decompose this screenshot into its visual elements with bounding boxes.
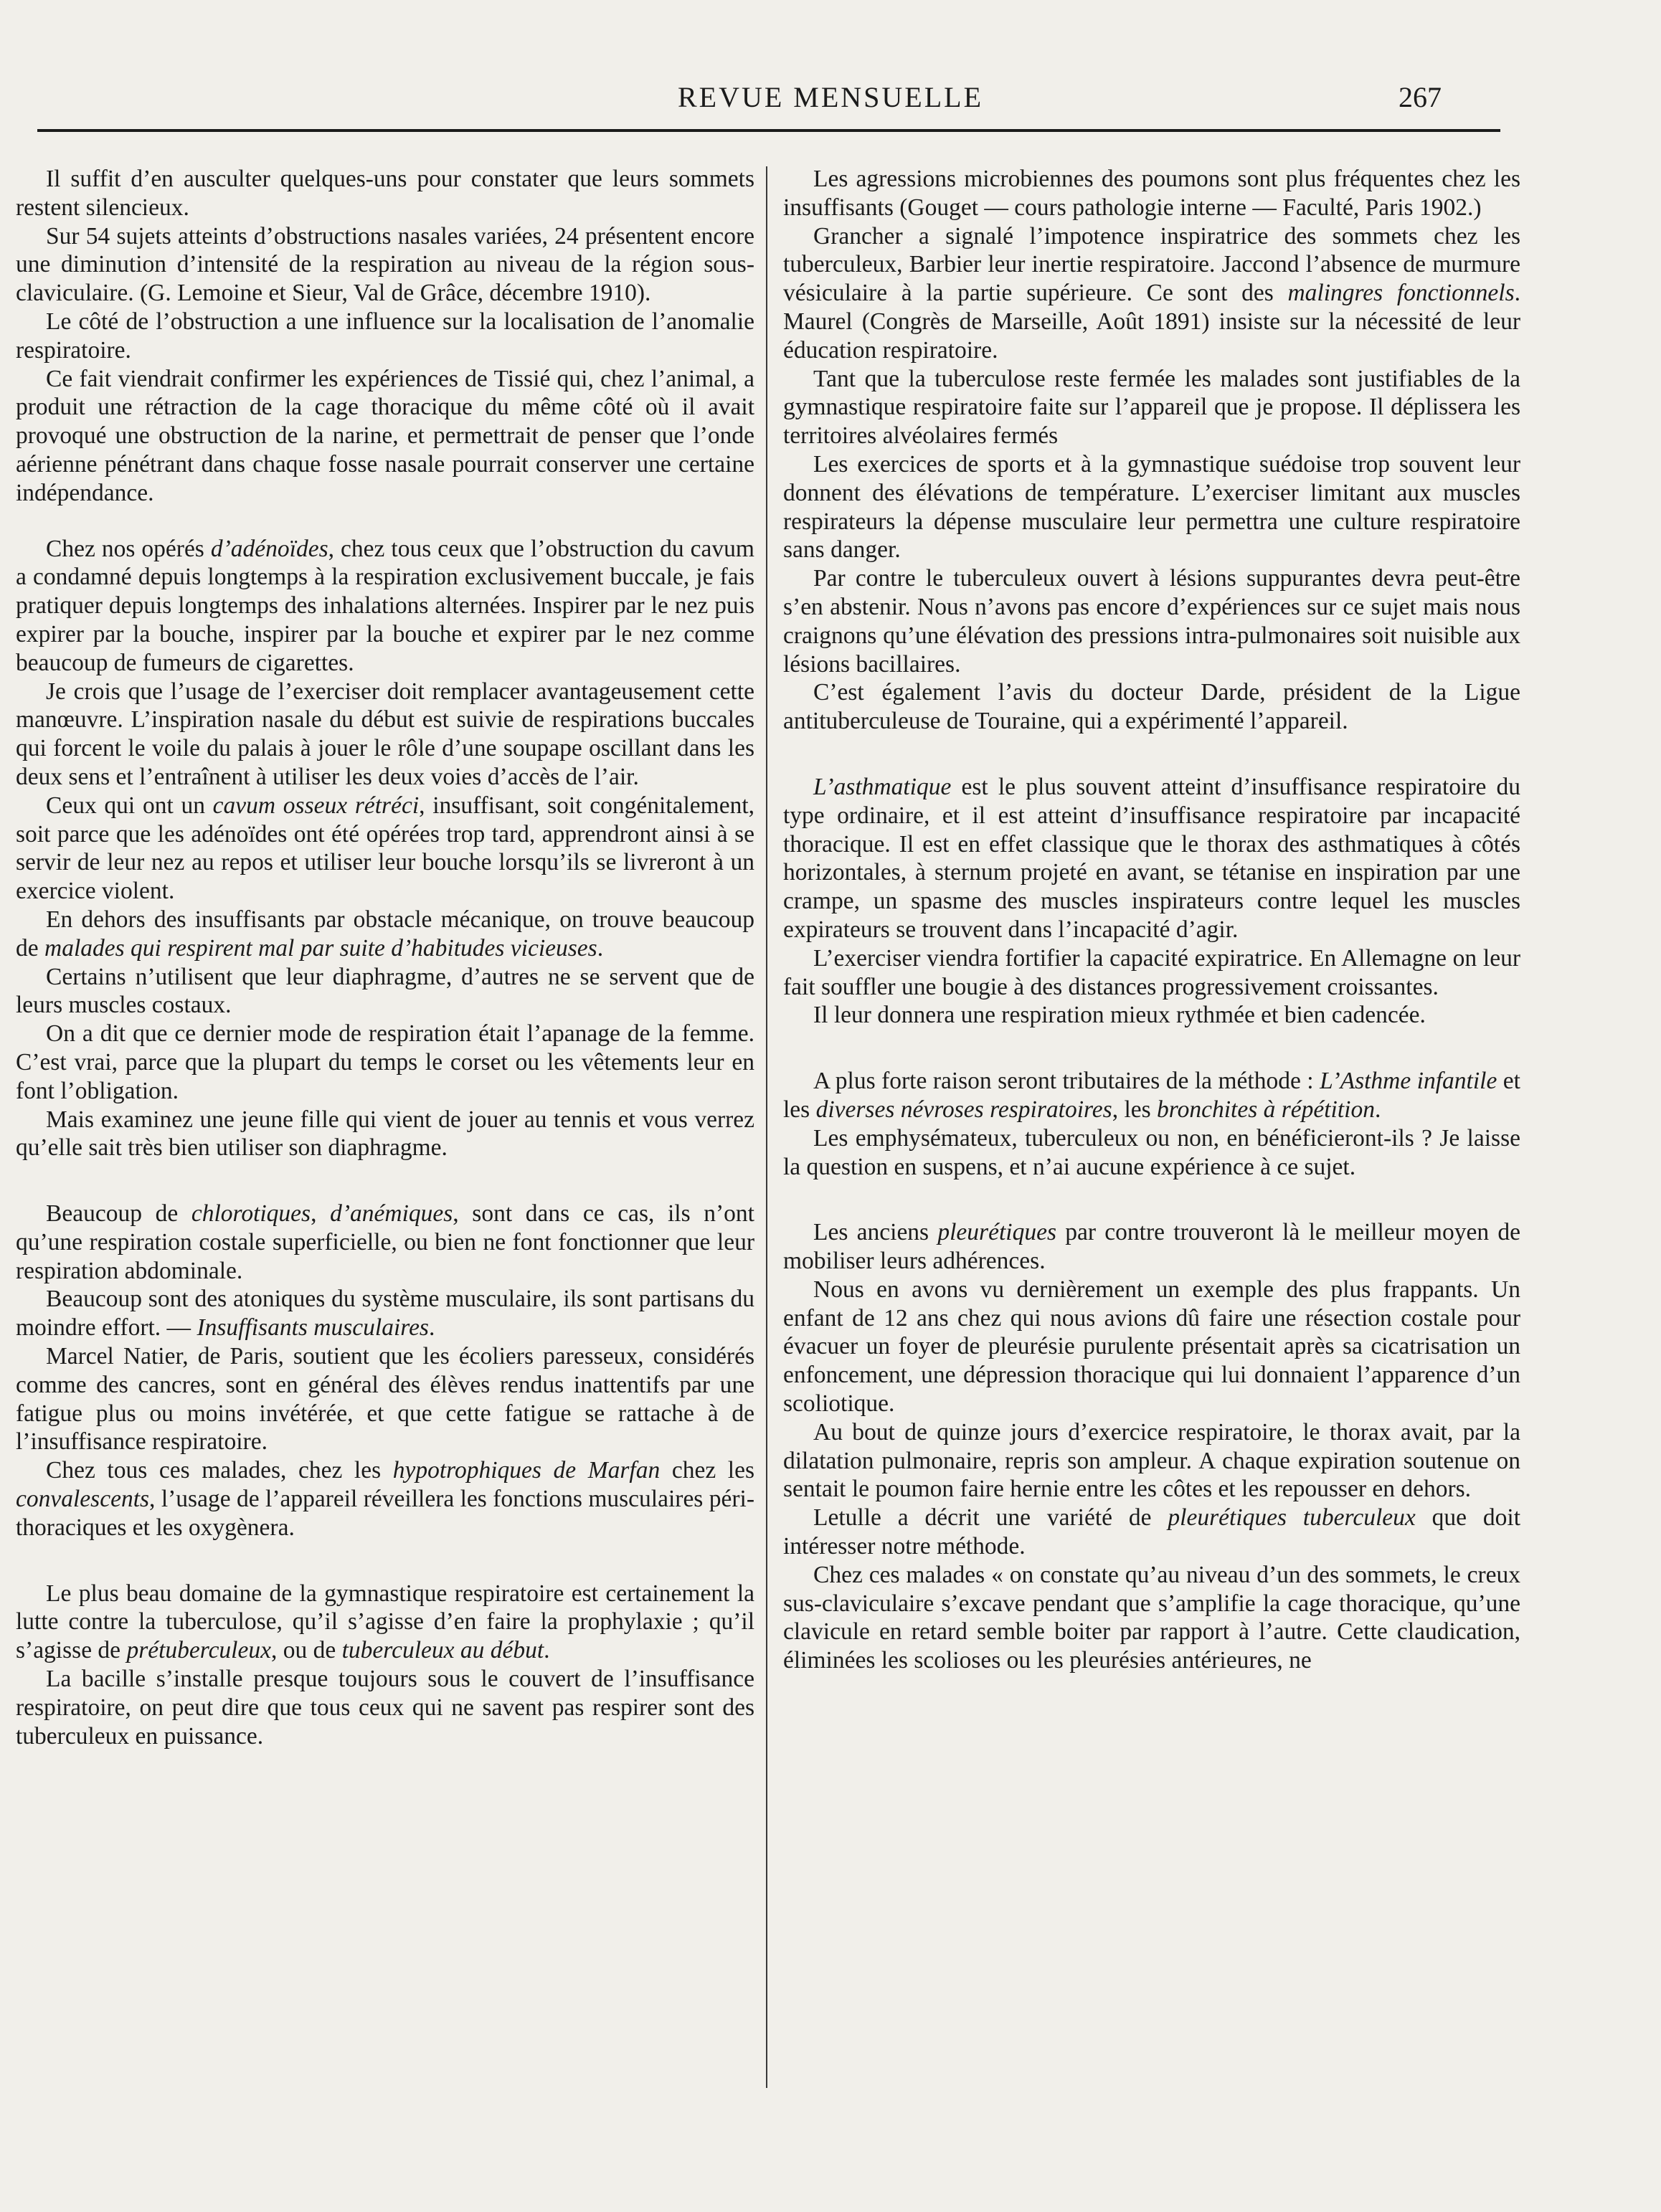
text-run: , insuffisant, soit congénitalement, soit parce que les adénoïdes ont été opérées trop tard, apprendront ainsi à se servir de leur nez au repos et utiliser leur bouche lorsqu’ils se livreront à un exercice violent. bbox=[16, 792, 754, 905]
italic-text: malades qui respirent mal par suite d’habitudes vicieuses bbox=[44, 934, 597, 962]
paragraph bbox=[783, 944, 1520, 1002]
italic-text: d’adénoïdes bbox=[210, 535, 328, 562]
text-run: chez les bbox=[660, 1457, 754, 1484]
paragraph bbox=[783, 773, 1520, 944]
paragraph bbox=[783, 1276, 1520, 1418]
text-run: L’exerciser viendra fortifier la capacité expiratrice. En Allemagne on leur fait souffler une bougie à des distances progressivement croissantes. bbox=[783, 944, 1520, 1000]
paragraph bbox=[16, 1020, 754, 1105]
text-run: par contre trouveront là le meilleur moyen de mobiliser leurs adhérences. bbox=[783, 1219, 1520, 1275]
italic-text: malingres fonctionnels bbox=[1287, 280, 1515, 307]
paragraph bbox=[16, 165, 754, 222]
text-run: que doit intéresser notre méthode. bbox=[783, 1504, 1520, 1560]
page-number: 267 bbox=[1399, 81, 1442, 113]
text-run: Les emphysémateux, tuberculeux ou non, en bénéficieront-ils ? Je laisse la question en suspens, et n’ai aucune expérience à ce sujet. bbox=[783, 1124, 1520, 1180]
text-run: Grancher a signalé l’impotence inspiratrice des sommets chez les tuberculeux, Barbier leur inertie respiratoire. Jaccond l’absence de murmure vésiculaire à la partie supérieure. Ce sont des bbox=[783, 222, 1520, 307]
italic-text: prétuberculeux bbox=[126, 1637, 271, 1664]
text-run: , ou de bbox=[270, 1637, 342, 1664]
italic-text: pleurétiques tuberculeux bbox=[1168, 1504, 1416, 1532]
text-run: Chez tous ces malades, chez les bbox=[46, 1457, 393, 1484]
text-run: et les bbox=[783, 1068, 1520, 1123]
paragraph bbox=[16, 1580, 754, 1665]
paragraph bbox=[783, 365, 1520, 450]
paragraph bbox=[783, 222, 1520, 365]
paragraph bbox=[783, 450, 1520, 564]
paragraph bbox=[16, 1200, 754, 1285]
paragraph bbox=[16, 1342, 754, 1456]
italic-text: cavum osseux rétréci bbox=[212, 792, 420, 819]
paragraph bbox=[16, 963, 754, 1020]
text-run: Les exercices de sports et à la gymnastique suédoise trop souvent leur donnent des élévations de température. L’exerciser limitant aux muscles respirateurs la dépense musculaire leur permettra une culture respiratoire sans danger. bbox=[783, 450, 1520, 564]
text-run: Marcel Natier, de Paris, soutient que les écoliers paresseux, considérés comme des cancres, sont en général des élèves rendus inattentifs par une fatigue plus ou moins invétérée, et que cette fatigue se rattache à de l’insuffisance respiratoire. bbox=[16, 1343, 754, 1456]
column-divider bbox=[766, 166, 767, 2088]
text-run: Beaucoup de bbox=[46, 1200, 191, 1228]
text-run: Nous en avons vu dernièrement un exemple des plus frappants. Un enfant de 12 ans chez qui nous avions dû faire une résection costale pour évacuer un foyer de pleurésie purulente présentait après sa cicatrisation un enfoncement, une dépression thoracique qui lui donnaient l’apparence d’un scoliotique. bbox=[783, 1276, 1520, 1418]
italic-text: convalescents bbox=[16, 1486, 150, 1513]
paragraph bbox=[16, 906, 754, 963]
paragraph bbox=[16, 365, 754, 508]
text-run: . bbox=[1374, 1096, 1381, 1123]
italic-text: pleurétiques bbox=[937, 1219, 1056, 1246]
paragraph bbox=[783, 564, 1520, 678]
right-column bbox=[783, 165, 1520, 2115]
text-run: . bbox=[597, 934, 604, 962]
paragraph bbox=[16, 1456, 754, 1542]
paragraph bbox=[16, 1285, 754, 1342]
italic-text: tuberculeux au début bbox=[341, 1637, 544, 1664]
text-run: . bbox=[544, 1637, 550, 1664]
text-run: Beaucoup sont des atoniques du système musculaire, ils sont partisans du moindre effort. — bbox=[16, 1286, 754, 1342]
text-run: Il leur donnera une respiration mieux rythmée et bien cadencée. bbox=[813, 1002, 1426, 1029]
paragraph bbox=[783, 1067, 1520, 1124]
text-run: Il suffit d’en ausculter quelques-uns pour constater que leurs sommets restent silencieux. bbox=[16, 166, 754, 221]
italic-text: diverses névroses respiratoires bbox=[815, 1096, 1112, 1123]
text-run: Sur 54 sujets atteints d’obstructions nasales variées, 24 présentent encore une diminution d’intensité de la respiration au niveau de la région sous-claviculaire. (G. Lemoine et Sieur, Val de Grâce, décembre 1910). bbox=[16, 222, 754, 307]
text-run: , les bbox=[1112, 1096, 1158, 1123]
paragraph bbox=[16, 535, 754, 678]
text-run: . bbox=[428, 1314, 435, 1342]
paragraph bbox=[16, 678, 754, 792]
text-run: Les anciens bbox=[813, 1219, 938, 1246]
text-run: Au bout de quinze jours d’exercice respiratoire, le thorax avait, par la dilatation pulmonaire, repris son ampleur. A chaque expiration soutenue on sentait le poumon faire hernie entre les côtes et les repousser en dehors. bbox=[783, 1418, 1520, 1503]
header-rule bbox=[37, 129, 1500, 132]
text-run: Letulle a décrit une variété de bbox=[813, 1504, 1168, 1532]
text-run: Ceux qui ont un bbox=[46, 792, 213, 819]
text-run: A plus forte raison seront tributaires de la méthode : bbox=[813, 1068, 1320, 1095]
text-run: , bbox=[311, 1200, 331, 1228]
text-run: On a dit que ce dernier mode de respiration était l’apanage de la femme. C’est vrai, parce que la plupart du temps le corset ou les vêtements leur en font l’obligation. bbox=[16, 1020, 754, 1104]
text-run: est le plus souvent atteint d’insuffisance respiratoire du type ordinaire, et il est atteint d’insuffisance respiratoire par incapacité thoracique. Il est en effet classique que le thorax des asthmatiques à côtés horizontales, à sternum projeté en avant, se tétanise en inspiration par une crampe, un spasme des muscles inspirateurs contre lequel les muscles expirateurs se trouvent dans l’incapacité d’agir. bbox=[783, 773, 1520, 943]
text-run: Mais examinez une jeune fille qui vient de jouer au tennis et vous verrez qu’elle sait très bien utiliser son diaphragme. bbox=[16, 1106, 754, 1162]
text-run: Le plus beau domaine de la gymnastique respiratoire est certainement la lutte contre la tuberculose, qu’il s’agisse d’en faire la prophylaxie ; qu’il s’agisse de bbox=[16, 1580, 754, 1664]
text-run: Les agressions microbiennes des poumons sont plus fréquentes chez les insuffisants (Gouget — cours pathologie interne — Faculté, Paris 1902.) bbox=[783, 166, 1520, 221]
italic-text: hypotrophiques de Marfan bbox=[392, 1457, 661, 1484]
italic-text: L’asthmatique bbox=[813, 773, 952, 800]
text-run: Chez ces malades « on constate qu’au niveau d’un des sommets, le creux sus-claviculaire s’excave pendant que s’amplifie la cage thoracique, qu’une clavicule en retard semble boiter par rapport à l’autre. Cette claudication, éliminées les scolioses ou les pleurésies antérieures, ne bbox=[783, 1561, 1520, 1674]
paragraph bbox=[16, 1665, 754, 1750]
text-run: En dehors des insuffisants par obstacle mécanique, on trouve beaucoup de bbox=[16, 906, 754, 962]
text-run: C’est également l’avis du docteur Darde, président de la Ligue antituberculeuse de Touraine, qui a expérimenté l’appareil. bbox=[783, 679, 1520, 735]
text-run: . Maurel (Congrès de Marseille, Août 1891) insiste sur la nécessité de leur éducation respiratoire. bbox=[783, 280, 1520, 364]
paragraph bbox=[783, 1504, 1520, 1561]
italic-text: L’Asthme infantile bbox=[1320, 1068, 1497, 1095]
page-header bbox=[0, 72, 1661, 129]
italic-text: Insuffisants musculaires bbox=[197, 1314, 429, 1342]
paragraph bbox=[783, 1124, 1520, 1182]
paragraph bbox=[783, 678, 1520, 736]
left-column bbox=[16, 165, 754, 2115]
paragraph bbox=[783, 165, 1520, 222]
italic-text: d’anémiques bbox=[330, 1200, 453, 1228]
text-run: La bacille s’installe presque toujours sous le couvert de l’insuffisance respiratoire, on peut dire que tous ceux qui ne savent pas respirer sont des tuberculeux en puissance. bbox=[16, 1666, 754, 1750]
paragraph bbox=[16, 1106, 754, 1163]
text-run: , l’usage de l’appareil réveillera les fonctions musculaires péri-thoraciques et les oxygènera. bbox=[16, 1486, 754, 1541]
paragraph bbox=[783, 1561, 1520, 1675]
paragraph bbox=[16, 222, 754, 308]
text-run: Tant que la tuberculose reste fermée les malades sont justifiables de la gymnastique respiratoire faite sur l’appareil que je propose. Il déplissera les territoires alvéolaires fermés bbox=[783, 365, 1520, 450]
paragraph bbox=[783, 1218, 1520, 1276]
italic-text: chlorotiques bbox=[191, 1200, 311, 1228]
text-run: Certains n’utilisent que leur diaphragme, d’autres ne se servent que de leurs muscles costaux. bbox=[16, 963, 754, 1019]
text-run: Le côté de l’obstruction a une influence sur la localisation de l’anomalie respiratoire. bbox=[16, 308, 754, 364]
paragraph bbox=[783, 1418, 1520, 1504]
text-run: , chez tous ceux que l’obstruction du cavum a condamné depuis longtemps à la respiration exclusivement buccale, je fais pratiquer depuis longtemps des inhalations alternées. Inspirer par le nez puis expirer par la bouche, inspirer par la bouche et expirer par le nez comme beaucoup de fumeurs de cigarettes. bbox=[16, 535, 754, 676]
text-run: , sont dans ce cas, ils n’ont qu’une respiration costale superficielle, ou bien ne font fonctionner que leur respiration abdominale. bbox=[16, 1200, 754, 1284]
text-run: Chez nos opérés bbox=[46, 535, 211, 562]
italic-text: bronchites à répétition bbox=[1157, 1096, 1375, 1123]
paragraph bbox=[16, 792, 754, 906]
paragraph bbox=[783, 1001, 1520, 1030]
running-title: REVUE MENSUELLE bbox=[677, 81, 984, 113]
text-run: Je crois que l’usage de l’exerciser doit remplacer avantageusement cette manœuvre. L’inspiration nasale du début est suivie de respirations buccales qui forcent le voile du palais à jouer le rôle d’une soupape oscillant dans les deux sens et l’entraînent à utiliser les deux voies d’accès de l’air. bbox=[16, 678, 754, 790]
text-run: Ce fait viendrait confirmer les expériences de Tissié qui, chez l’animal, a produit une rétraction de la cage thoracique du même côté où il avait provoqué une obstruction de la narine, et permettrait de penser que l’onde aérienne pénétrant dans chaque fosse nasale pourrait conserver une certaine indépendance. bbox=[16, 365, 754, 506]
paragraph bbox=[16, 308, 754, 365]
text-run: Par contre le tuberculeux ouvert à lésions suppurantes devra peut-être s’en abstenir. Nous n’avons pas encore d’expériences sur ce sujet mais nous craignons qu’une élévation des pressions intra-pulmonaires soit nuisible aux lésions bacillaires. bbox=[783, 565, 1520, 678]
